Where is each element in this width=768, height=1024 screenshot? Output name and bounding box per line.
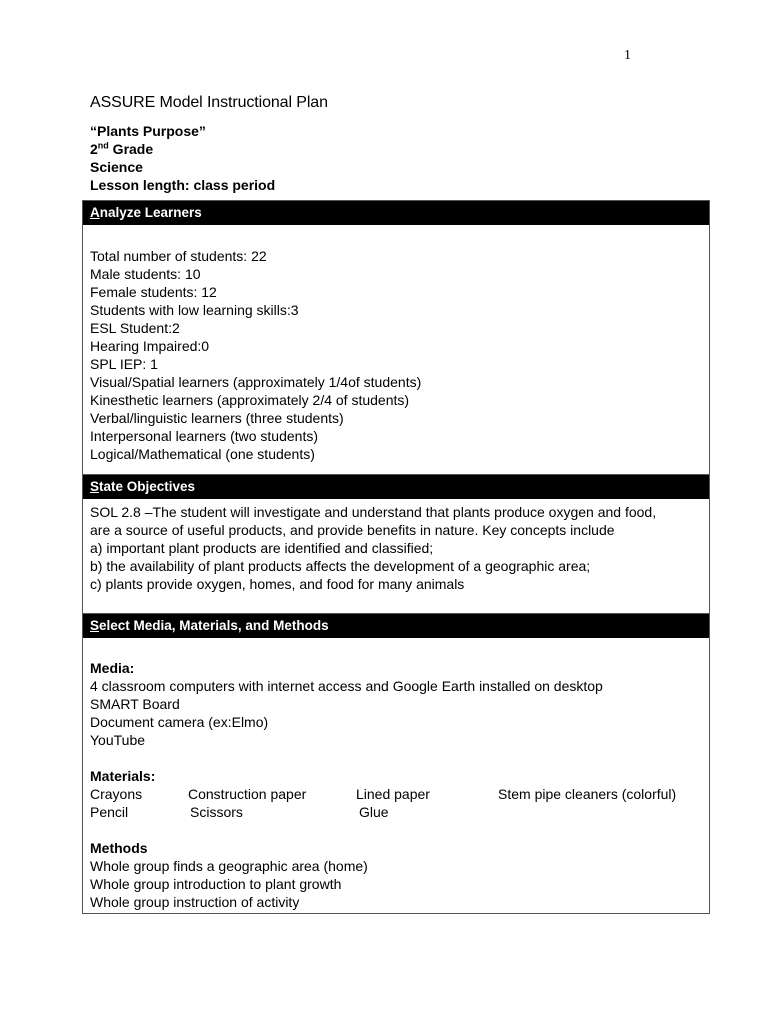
methods-label: Methods [90,840,148,856]
material-item: Construction paper [188,786,307,802]
objective-line: are a source of useful products, and provide benefits in nature. Key concepts include [90,522,615,538]
material-item: Stem pipe cleaners (colorful) [498,786,677,802]
learner-line: Kinesthetic learners (approximately 2/4 of students) [90,392,410,408]
header-text: nalyze Learners [99,205,202,220]
learner-line: Visual/Spatial learners (approximately 1/4of students) [90,374,422,390]
document-title: ASSURE Model Instructional Plan [90,94,328,111]
learner-line: Male students: 10 [90,266,201,282]
material-item: Scissors [190,804,243,820]
analyze-learners-body [83,225,709,475]
material-item: Glue [359,804,389,820]
objective-line: b) the availability of plant products affects the development of a geographic area; [90,558,591,574]
method-item: Whole group introduction to plant growth [90,876,342,892]
header-initial: A [90,205,100,220]
learner-line: Interpersonal learners (two students) [90,428,318,444]
learner-line: Students with low learning skills:3 [90,302,299,318]
lesson-grade [90,140,275,158]
header-initial: S [90,479,100,494]
header-initial: S [90,618,100,633]
material-item: Crayons [90,786,143,802]
method-item: Whole group finds a geographic area (home) [90,858,368,874]
grade-number: 2 [90,141,98,157]
media-label: Media: [90,660,135,676]
state-objectives-header [83,475,709,499]
learner-line: Female students: 12 [90,284,217,300]
lesson-name: “Plants Purpose” [90,123,206,139]
select-media-header [83,614,709,638]
method-item: Whole group instruction of activity [90,894,300,910]
objective-line: c) plants provide oxygen, homes, and food for many animals [90,576,465,592]
learner-line: Verbal/linguistic learners (three students) [90,410,344,426]
material-item: Pencil [90,804,129,820]
learner-line: ESL Student:2 [90,320,180,336]
analyze-learners-header [83,201,709,225]
materials-row [90,785,709,803]
state-objectives-body [83,499,709,614]
select-media-body [83,638,709,913]
materials-label: Materials: [90,768,156,784]
header-text: tate Objectives [99,479,196,494]
lesson-info [90,122,275,194]
learner-line: Total number of students: 22 [90,248,267,264]
learner-line: Hearing Impaired:0 [90,338,210,354]
media-item: SMART Board [90,696,180,712]
spacer [90,821,709,839]
learner-line: Logical/Mathematical (one students) [90,446,315,462]
objective-line: SOL 2.8 –The student will investigate and understand that plants produce oxygen and food, [90,504,657,520]
grade-word: Grade [108,141,154,157]
spacer [90,749,709,767]
media-item: 4 classroom computers with internet access and Google Earth installed on desktop [90,678,603,694]
lesson-length: Lesson length: class period [90,177,276,193]
plan-table [82,200,710,914]
material-item: Lined paper [356,786,430,802]
media-item: YouTube [90,732,146,748]
lesson-subject: Science [90,159,143,175]
objective-line: a) important plant products are identified and classified; [90,540,434,556]
media-item: Document camera (ex:Elmo) [90,714,269,730]
materials-row [90,803,709,821]
learner-line: SPL IEP: 1 [90,356,158,372]
grade-suffix: nd [97,140,109,151]
header-text: elect Media, Materials, and Methods [99,618,329,633]
page-number: 1 [624,48,631,63]
